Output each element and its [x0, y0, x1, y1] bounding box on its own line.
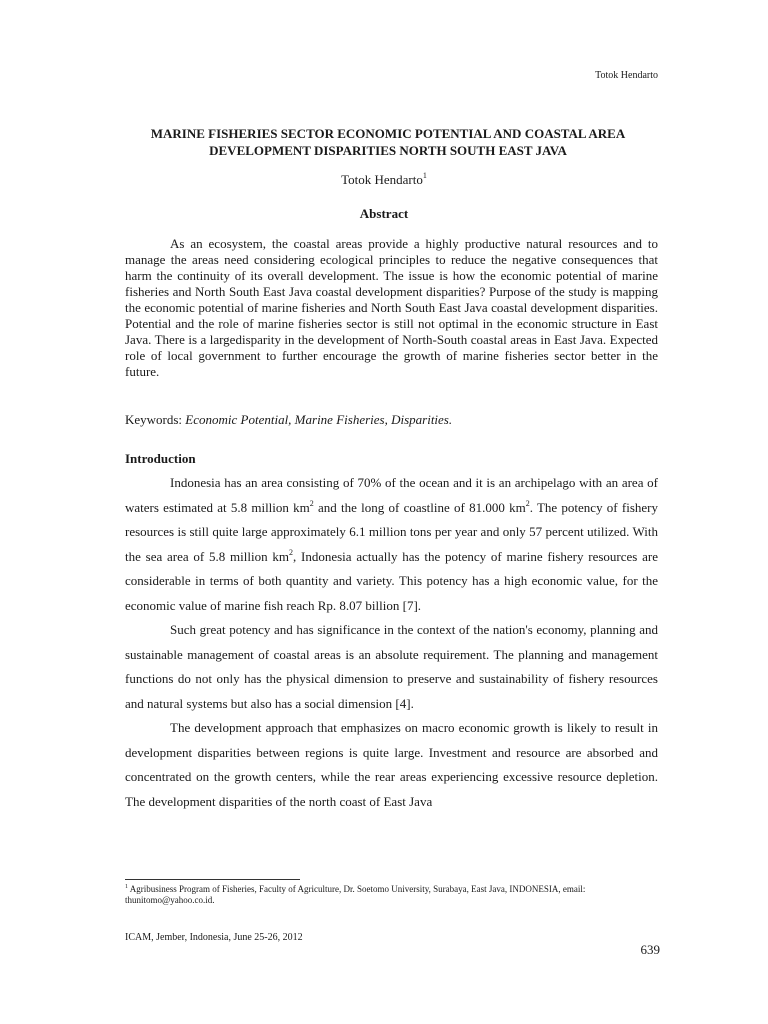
- footnote-divider: [125, 879, 300, 880]
- intro-p1-text-a: Indonesia has an area consisting of 70% of the ocean and it is an archipelago with an area of waters estimated at 5.8 million km: [125, 475, 658, 515]
- intro-paragraph-2: Such great potency and has significance in the context of the nation's economy, planning and sustainable management of coastal areas is an absolute requirement. The planning and management functions do not only has the physical dimension to preserve and sustainability of fishery resources and natural systems but also has a social dimension [4].: [125, 622, 658, 711]
- page-number: 639: [640, 942, 660, 957]
- author-line: [0, 172, 768, 188]
- conference-footer: ICAM, Jember, Indonesia, June 25-26, 2012: [125, 932, 303, 943]
- introduction-heading: Introduction: [125, 451, 196, 466]
- running-head: Totok Hendarto: [595, 70, 658, 81]
- keywords-label: Keywords:: [125, 412, 186, 427]
- intro-p1-text-b: and the long of coastline of 81.000 km: [313, 499, 526, 515]
- superscript: 2: [309, 498, 314, 508]
- footnote: [125, 884, 658, 906]
- superscript: 2: [525, 498, 530, 508]
- author-name: Totok Hendarto: [341, 172, 423, 187]
- paper-title: MARINE FISHERIES SECTOR ECONOMIC POTENTIAL AND COASTAL AREA DEVELOPMENT DISPARITIES NORTH SOUTH EAST JAVA: [150, 126, 626, 158]
- author-footnote-mark: 1: [422, 171, 427, 180]
- abstract-heading: Abstract: [359, 206, 409, 221]
- superscript: 2: [289, 547, 293, 557]
- keywords-terms: Economic Potential, Marine Fisheries, Disparities.: [185, 412, 453, 427]
- intro-p1-text-c: . The potency of fishery resources is still quite large approximately 6.1 million tons per year and only 57 percent utilized. With the sea area of 5.8 million km: [125, 499, 658, 564]
- intro-paragraph-3: The development approach that emphasizes on macro economic growth is likely to result in development disparities between regions is quite large. Investment and resource are absorbed and concentrated on the growth centers, while the rear areas experiencing excessive resource depletion. The development disparities of the north coast of East Java: [125, 720, 658, 809]
- footnote-mark: 1: [125, 884, 128, 890]
- footnote-text: Agribusiness Program of Fisheries, Faculty of Agriculture, Dr. Soetomo University, Surabaya, East Java, INDONESIA, email: thunitomo@yahoo.co.id.: [125, 884, 586, 905]
- introduction-body: [125, 471, 658, 814]
- keywords: [125, 412, 452, 428]
- intro-paragraph-1: [125, 471, 658, 618]
- abstract-text: As an ecosystem, the coastal areas provide a highly productive natural resources and to manage the areas need considering ecological principles to reduce the negative consequences that harm the continuity of its overall development. The issue is how the economic potential of marine fisheries and North South East Java coastal development disparities? Purpose of the study is mapping the economic potential of marine fisheries and North South East Java coastal development disparities. Potential and the role of marine fisheries sector is still not optimal in the economic structure in East Java. There is a largedisparity in the development of North-South coastal areas in East Java. Expected role of local government to further encourage the growth of marine fisheries sector better in the future.: [125, 236, 658, 379]
- intro-p1-text-d: , Indonesia actually has the potency of marine fishery resources are considerable in terms of both quantity and variety. This potency has a high economic value, for the economic value of marine fish reach Rp. 8.07 billion [7].: [125, 548, 658, 613]
